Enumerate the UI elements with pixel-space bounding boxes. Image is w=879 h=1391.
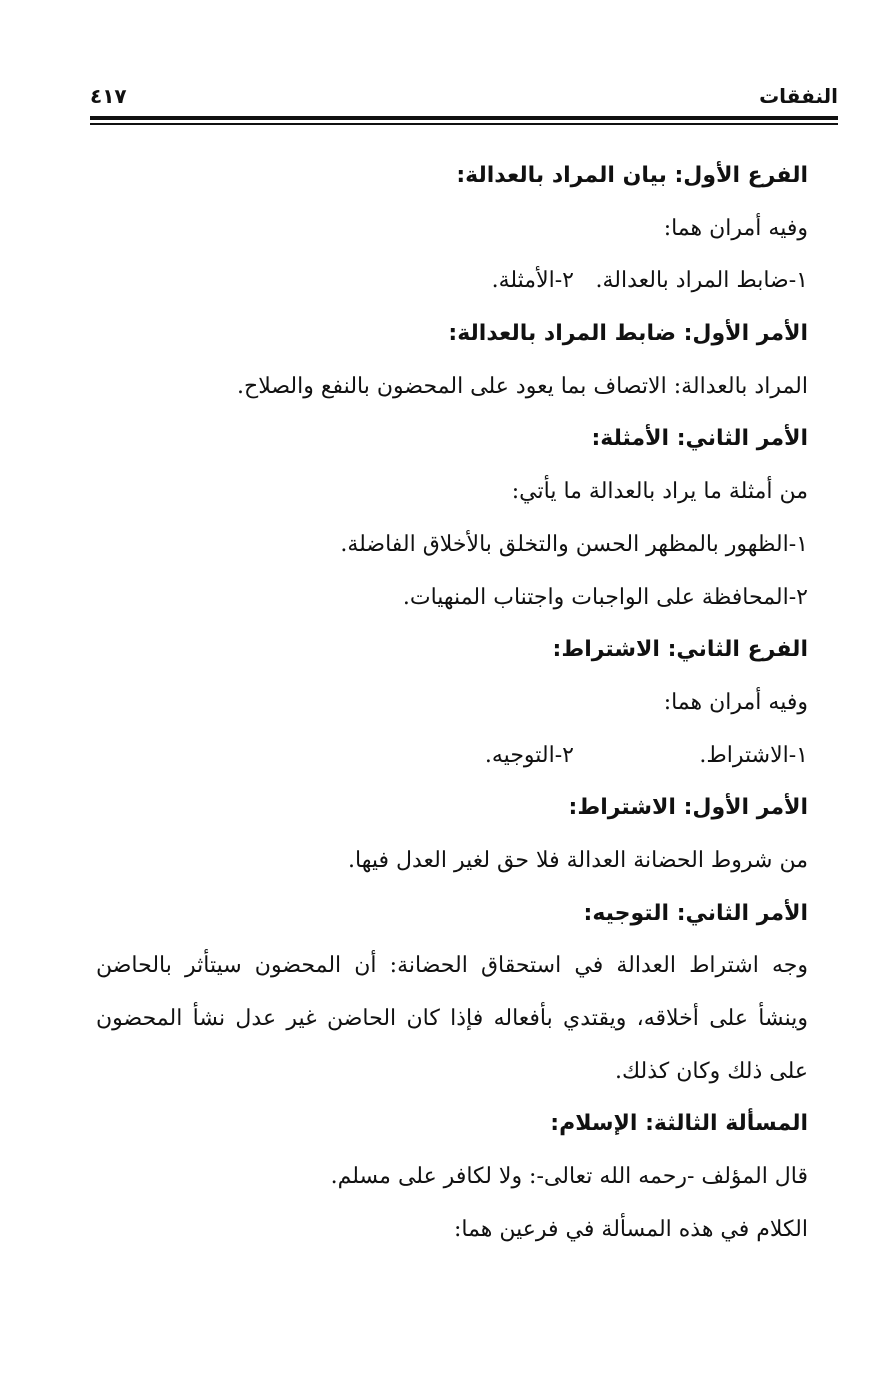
header-rule-thin (90, 123, 838, 125)
subsection-heading: الأمر الثاني: التوجيه: (583, 900, 808, 926)
paragraph-line: من أمثلة ما يراد بالعدالة ما يأتي: (511, 479, 808, 505)
paragraph-line: المراد بالعدالة: الاتصاف بما يعود على المحضون بالنفع والصلاح. (237, 373, 808, 399)
list-item: ٢-المحافظة على الواجبات واجتناب المنهيات. (402, 584, 808, 610)
page-header (90, 84, 838, 114)
list-item: ٢-التوجيه. (484, 742, 574, 768)
section-heading: المسألة الثالثة: الإسلام: (550, 1111, 808, 1137)
paragraph-line: وينشأ على أخلاقه، ويقتدي بأفعاله فإذا كان الحاضن غير عدل نشأ المحضون (96, 1006, 808, 1031)
subsection-heading: الأمر الثاني: الأمثلة: (591, 426, 808, 452)
paragraph-line: من شروط الحضانة العدالة فلا حق لغير العدل فيها. (348, 847, 808, 873)
paragraph-line: وفيه أمران هما: (663, 215, 808, 241)
paragraph-line: على ذلك وكان كذلك. (615, 1058, 808, 1084)
subsection-heading: الأمر الأول: ضابط المراد بالعدالة: (448, 321, 808, 347)
list-item: ١-ضابط المراد بالعدالة. (595, 268, 808, 294)
section-heading: الفرع الأول: بيان المراد بالعدالة: (456, 163, 808, 188)
section-heading: الفرع الثاني: الاشتراط: (552, 637, 808, 663)
paragraph-line: وجه اشتراط العدالة في استحقاق الحضانة: أن المحضون سيتأثر بالحاضن (96, 953, 808, 979)
subsection-heading: الأمر الأول: الاشتراط: (568, 795, 808, 821)
list-item: ٢-الأمثلة. (491, 268, 574, 294)
paragraph-line: قال المؤلف -رحمه الله تعالى-: ولا لكافر على مسلم. (330, 1164, 808, 1190)
header-rule-thick (90, 116, 838, 120)
page-content (96, 150, 808, 1256)
list-item: ١-الظهور بالمظهر الحسن والتخلق بالأخلاق الفاضلة. (340, 531, 808, 557)
two-column-list (96, 255, 808, 308)
running-title: النفقات (759, 84, 838, 108)
two-column-list (96, 730, 808, 783)
page-number: ٤١٧ (90, 84, 127, 108)
paragraph-line: وفيه أمران هما: (663, 689, 808, 715)
list-item: ١-الاشتراط. (699, 742, 808, 768)
paragraph-line: الكلام في هذه المسألة في فرعين هما: (453, 1216, 808, 1242)
